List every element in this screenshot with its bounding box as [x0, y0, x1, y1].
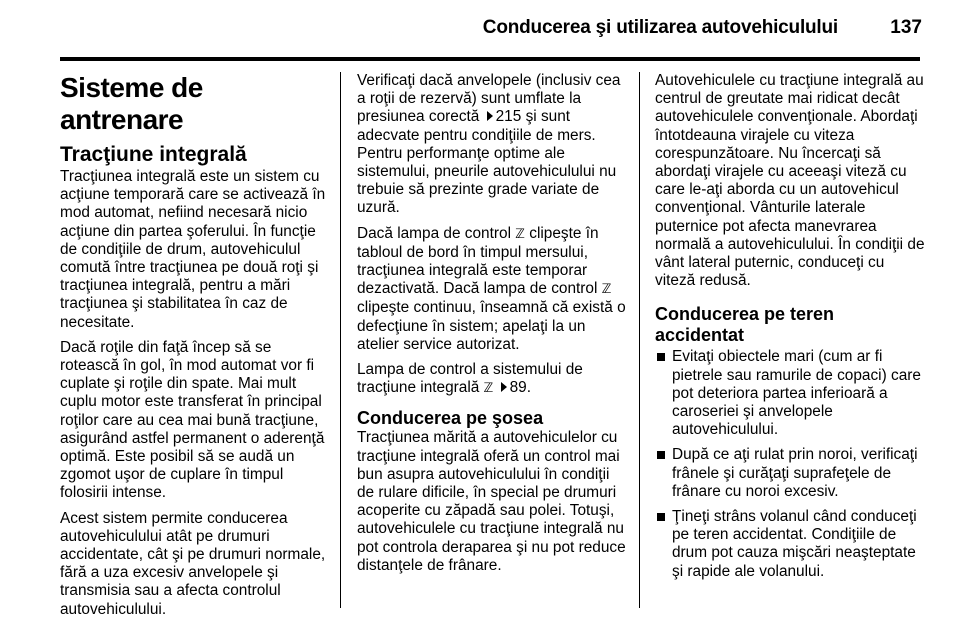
- page-reference-arrow-icon: [487, 111, 493, 121]
- paragraph: Dacă roţile din faţă încep să se rotească în gol, în mod automat vor fi cuplate şi roţile din spate. Mai mult cuplu motor este transferat în principal roţilor care au cea mai bună tracţiune, asigurând astfel permanent o aderenţă optimă. Este posibil să se audă un zgomot uşor de cuplare în timpul folosirii intense.: [60, 338, 325, 502]
- paragraph: Autovehiculele cu tracţiune integrală au centrul de greutate mai ridicat decât autovehiculele convenţionale. Abordaţi întotdeauna virajele cu viteza corespunzătoare. Nu încercaţi să abordaţi virajele cu aceeaşi viteză cu care le-aţi aborda cu un autovehicul convenţional. Vânturile laterale puternice pot afecta manevrarea normală a autovehiculului. În condiţii de vânt lateral puternic, conduceţi cu viteză redusă.: [655, 72, 925, 290]
- text-run: şi sunt adecvate pentru condiţiile de mers. Pentru performanţe optime ale sistemului, pneurile autovehiculului nu trebuie să prezinte grade variate de uzură.: [357, 108, 617, 217]
- page-number: 137: [890, 17, 922, 38]
- awd-warning-lamp-icon: ℤ: [483, 381, 494, 397]
- page-header-title: Conducerea şi utilizarea autovehiculului: [482, 17, 838, 38]
- subsection-title: Tracţiune integrală: [60, 143, 247, 166]
- bullet-square-icon: [657, 353, 665, 361]
- bullet-square-icon: [657, 513, 665, 521]
- paragraph: [357, 361, 627, 398]
- text-run: clipeşte în tabloul de bord în timpul mersului, tracţiunea integrală este temporar dezactivată. Dacă lampa de control: [357, 224, 599, 298]
- paragraph: [357, 72, 627, 218]
- page-reference[interactable]: 89.: [509, 379, 531, 397]
- column-divider: [340, 72, 341, 608]
- bullet-list: [655, 348, 925, 580]
- awd-warning-lamp-icon: ℤ: [601, 282, 612, 298]
- column-3: [655, 72, 925, 588]
- subsection-title: Conducerea pe teren accidentat: [655, 304, 835, 346]
- text-run: Lampa de control a sistemului de tracţiune integrală: [357, 361, 583, 397]
- paragraph: Tracţiunea integrală este un sistem cu acţiune temporară care se activează în mod automat, nefiind necesară nicio acţiune din partea şoferului. În funcţie de condiţiile de drum, autovehiculul comută între tracţiunea pe două roţi şi tracţiunea integrală, pentru a mări tracţiunea şi stabilitatea în caz de necesitate.: [60, 168, 326, 331]
- awd-warning-lamp-icon: ℤ: [515, 226, 525, 242]
- page-header: [0, 0, 960, 46]
- section-title: Sisteme de antrenare: [60, 72, 203, 135]
- subsection-title: Conducerea pe şosea: [357, 408, 544, 429]
- column-2: [357, 72, 627, 582]
- header-rule: [60, 57, 920, 61]
- page-reference[interactable]: 215: [495, 108, 522, 126]
- list-item-text: După ce aţi rulat prin noroi, verificaţi frânele şi curăţaţi suprafeţele de frânare cu noroi excesiv.: [672, 446, 918, 500]
- page-reference-arrow-icon: [501, 382, 507, 392]
- list-item: [655, 348, 925, 439]
- column-divider: [639, 72, 640, 608]
- text-run: Dacă lampa de control: [357, 224, 511, 242]
- bullet-square-icon: [657, 451, 665, 459]
- list-item-text: Evitaţi obiectele mari (cum ar fi pietrele sau ramurile de copaci) care pot deteriora partea inferioară a caroseriei şi anvelopele autovehiculului.: [672, 348, 921, 439]
- list-item: [655, 446, 925, 501]
- paragraph: [357, 225, 627, 354]
- column-1: [60, 72, 328, 626]
- text-run: Verificaţi dacă anvelopele (inclusiv cea a roţii de rezervă) sunt umflate la presiunea corectă: [357, 72, 621, 126]
- paragraph: Tracţiunea mărită a autovehiculelor cu tracţiune integrală oferă un control mai bun asupra autovehiculului în condiţii de rulare dificile, în special pe drumuri acoperite cu zăpadă sau polei. Totuşi, autovehiculele cu tracţiune integrală nu pot controla deraparea şi nu pot reduce distanţele de frânare.: [357, 429, 626, 574]
- text-run: clipeşte continuu, înseamnă că există o defecţiune în sistem; apelaţi la un atelier service autorizat.: [357, 299, 626, 353]
- list-item: [655, 508, 925, 581]
- list-item-text: Ţineţi strâns volanul când conduceţi pe teren accidentat. Condiţiile de drum pot cauza mişcări neaşteptate şi rapide ale volanului.: [672, 508, 917, 580]
- paragraph: Acest sistem permite conducerea autovehiculului atât pe drumuri accidentate, cât şi pe drumuri normale, fără a uza excesiv anvelopele şi transmisia sau a afecta controlul autovehiculului.: [60, 509, 326, 618]
